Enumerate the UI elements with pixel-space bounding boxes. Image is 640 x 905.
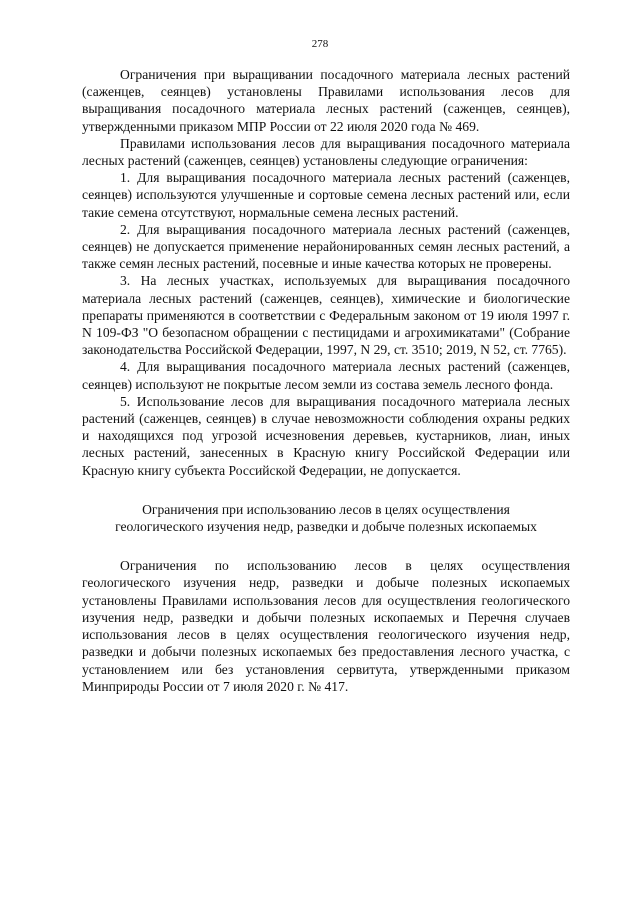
section1-intro-paragraph: Ограничения при выращивании посадочного материала лесных растений (саженцев, сеянцев) установлены Правилами использования лесов для выращивания посадочного материала лесных растений (саженцев, сеянцев), утвержденными приказом МПР России от 22 июля 2020 года № 469.	[82, 67, 570, 134]
section-spacer	[82, 535, 570, 557]
page-number: 278	[311, 38, 329, 50]
section1-lead-paragraph: Правилами использования лесов для выращивания посадочного материала лесных растений (саженцев, сеянцев) установлены следующие ограничения:	[82, 135, 570, 169]
section-spacer	[82, 479, 570, 501]
restriction-item-2: 2. Для выращивания посадочного материала лесных растений (саженцев, сеянцев) не допускается применение нерайонированных семян лесных растений, а также семян лесных растений, посевные и иные качества которых не проверены.	[82, 221, 570, 272]
section2-heading-line1: Ограничения при использованию лесов в целях осуществления	[142, 501, 510, 517]
restriction-item-4: 4. Для выращивания посадочного материала лесных растений (саженцев, сеянцев) используют не покрытые лесом земли из состава земель лесного фонда.	[82, 359, 570, 392]
page-body	[82, 66, 570, 695]
restriction-item-3: 3. На лесных участках, используемых для выращивания посадочного материала лесных растений (саженцев, сеянцев), химические и биологические препараты применяются в соответствии с Федеральным законом от 19 июля 1997 г. N 109-ФЗ "О безопасном обращении с пестицидами и агрохимикатами" (Собрание законодательства Российской Федерации, 1997, N 29, ст. 3510; 2019, N 52, ст. 7765).	[82, 273, 570, 358]
section2-heading-line2: геологического изучения недр, разведки и добыче полезных ископаемых	[115, 519, 537, 535]
restriction-item-1: 1. Для выращивания посадочного материала лесных растений (саженцев, сеянцев) используются улучшенные и сортовые семена лесных растений или, если такие семена отсутствуют, нормальные семена лесных растений.	[82, 170, 570, 220]
restriction-item-5: 5. Использование лесов для выращивания посадочного материала лесных растений (саженцев, сеянцев) в случае невозможности соблюдения охраны редких и находящихся под угрозой исчезновения деревьев, кустарников, лиан, иных лесных растений, занесенных в Красную книгу Российской Федерации или Красную книгу субъекта Российской Федерации, не допускается.	[82, 393, 570, 478]
section2-paragraph: Ограничения по использованию лесов в целях осуществления геологического изучения недр, разведки и добыче полезных ископаемых установлены Правилами использования лесов для осуществления геологического изучения недр, разведки и добычи полезных ископаемых и Перечня случаев использования лесов в целях осуществления геологического изучения недр, разведки и добычи полезных ископаемых без предоставления лесного участка, с установлением или без установления сервитута, утвержденными приказом Минприроды России от 7 июля 2020 г. № 417.	[82, 558, 570, 694]
